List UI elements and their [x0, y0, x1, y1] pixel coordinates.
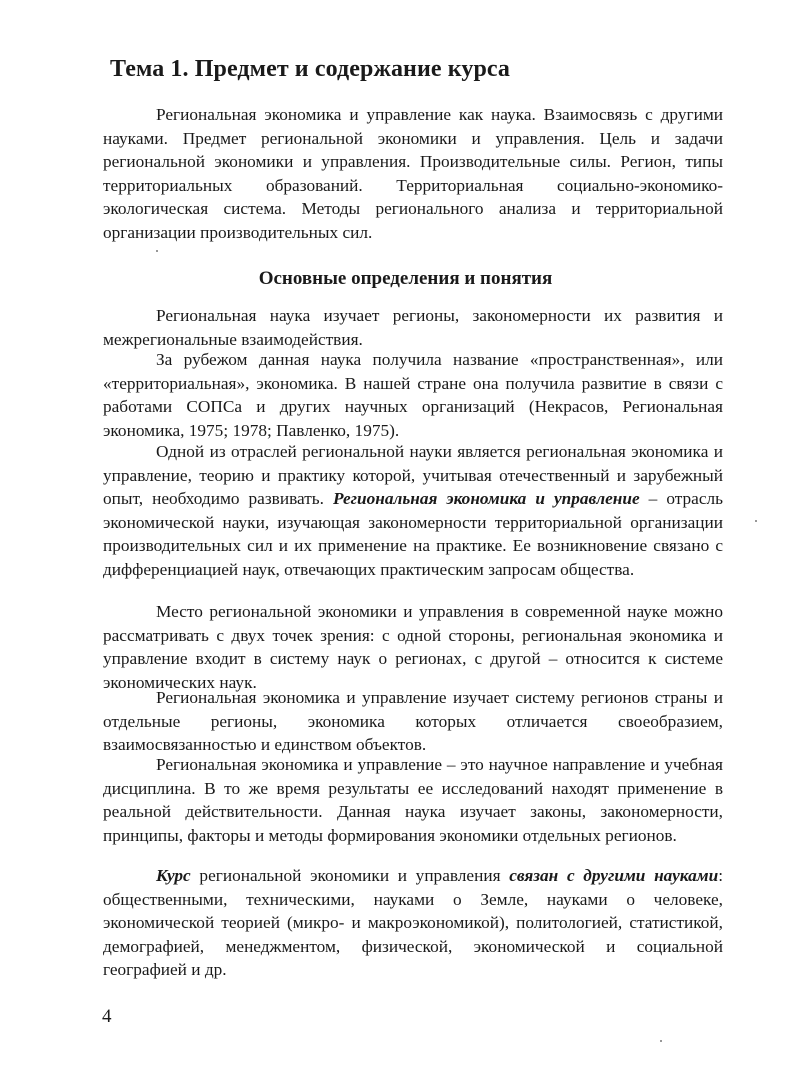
paragraph-related-sciences [103, 864, 723, 982]
paragraph-definition-rest: – отрасль экономической науки, изучающая закономерности территориальной организации производительных сил и их применение на практике. Ее возникновение связано с дифференциацией наук, отвечающих практическим запросам общества. [103, 489, 723, 579]
topic-intro-paragraph: Региональная экономика и управление как наука. Взаимосвязь с другими науками. Предмет региональной экономики и управления. Цель и задачи региональной экономики и управления. Производительные силы. Регион, типы территориальных образований. Территориальная социально-экономико-экологическая система. Методы регионального анализа и территориальной организации производительных сил. [103, 105, 723, 242]
section-heading: Основные определения и понятия [258, 268, 553, 289]
term-related-sciences: связан с другими науками [509, 866, 719, 885]
paragraph-discipline: Региональная экономика и управление – это научное направление и учебная дисциплина. В то же время результаты ее исследований находят применение в реальной действительности. Данная наука изучает законы, закономерности, принципы, факторы и методы формирования экономики отдельных регионов. [103, 755, 723, 845]
paragraph-definition [103, 440, 723, 581]
term-course: Курс [156, 866, 191, 885]
scan-speck [156, 250, 158, 252]
paragraph-regional-science: Региональная наука изучает регионы, закономерности их развития и межрегиональные взаимодействия. [103, 306, 723, 349]
scan-speck [755, 520, 757, 522]
page-number: 4 [102, 1006, 112, 1027]
scan-speck [660, 1040, 662, 1042]
paragraph-place-in-science: Место региональной экономики и управления в современной науке можно рассматривать с двух точек зрения: с одной стороны, региональная экономика и управление входит в систему наук о регионах, с другой – относится к системе экономических наук. [103, 602, 723, 692]
paragraph-related-rest: : общественными, техническими, науками о Земле, науками о человеке, экономической теорией (микро- и макроэкономикой), политологией, статистикой, демографией, менеджментом, физической, экономической и социальной географией и др. [103, 866, 723, 979]
topic-title: Тема 1. Предмет и содержание курса [110, 56, 511, 82]
paragraph-related-middle: региональной экономики и управления [199, 866, 501, 885]
paragraph-system-of-regions: Региональная экономика и управление изучает систему регионов страны и отдельные регионы, экономика которых отличается своеобразием, взаимосвязанностью и единством объектов. [103, 688, 723, 754]
term-regional-economics: Региональная экономика и управление [333, 489, 640, 508]
paragraph-abroad: За рубежом данная наука получила название «пространственная», или «территориальная», экономика. В нашей стране она получила развитие в связи с работами СОПСа и других научных организаций (Некрасов, Региональная экономика, 1975; 1978; Павленко, 1975). [103, 350, 723, 440]
paragraph-definition-start: Одной из отраслей региональной науки является региональная экономика и управление, теорию и практику которой, учитывая отечественный и зарубежный опыт, необходимо развивать. [103, 442, 723, 508]
